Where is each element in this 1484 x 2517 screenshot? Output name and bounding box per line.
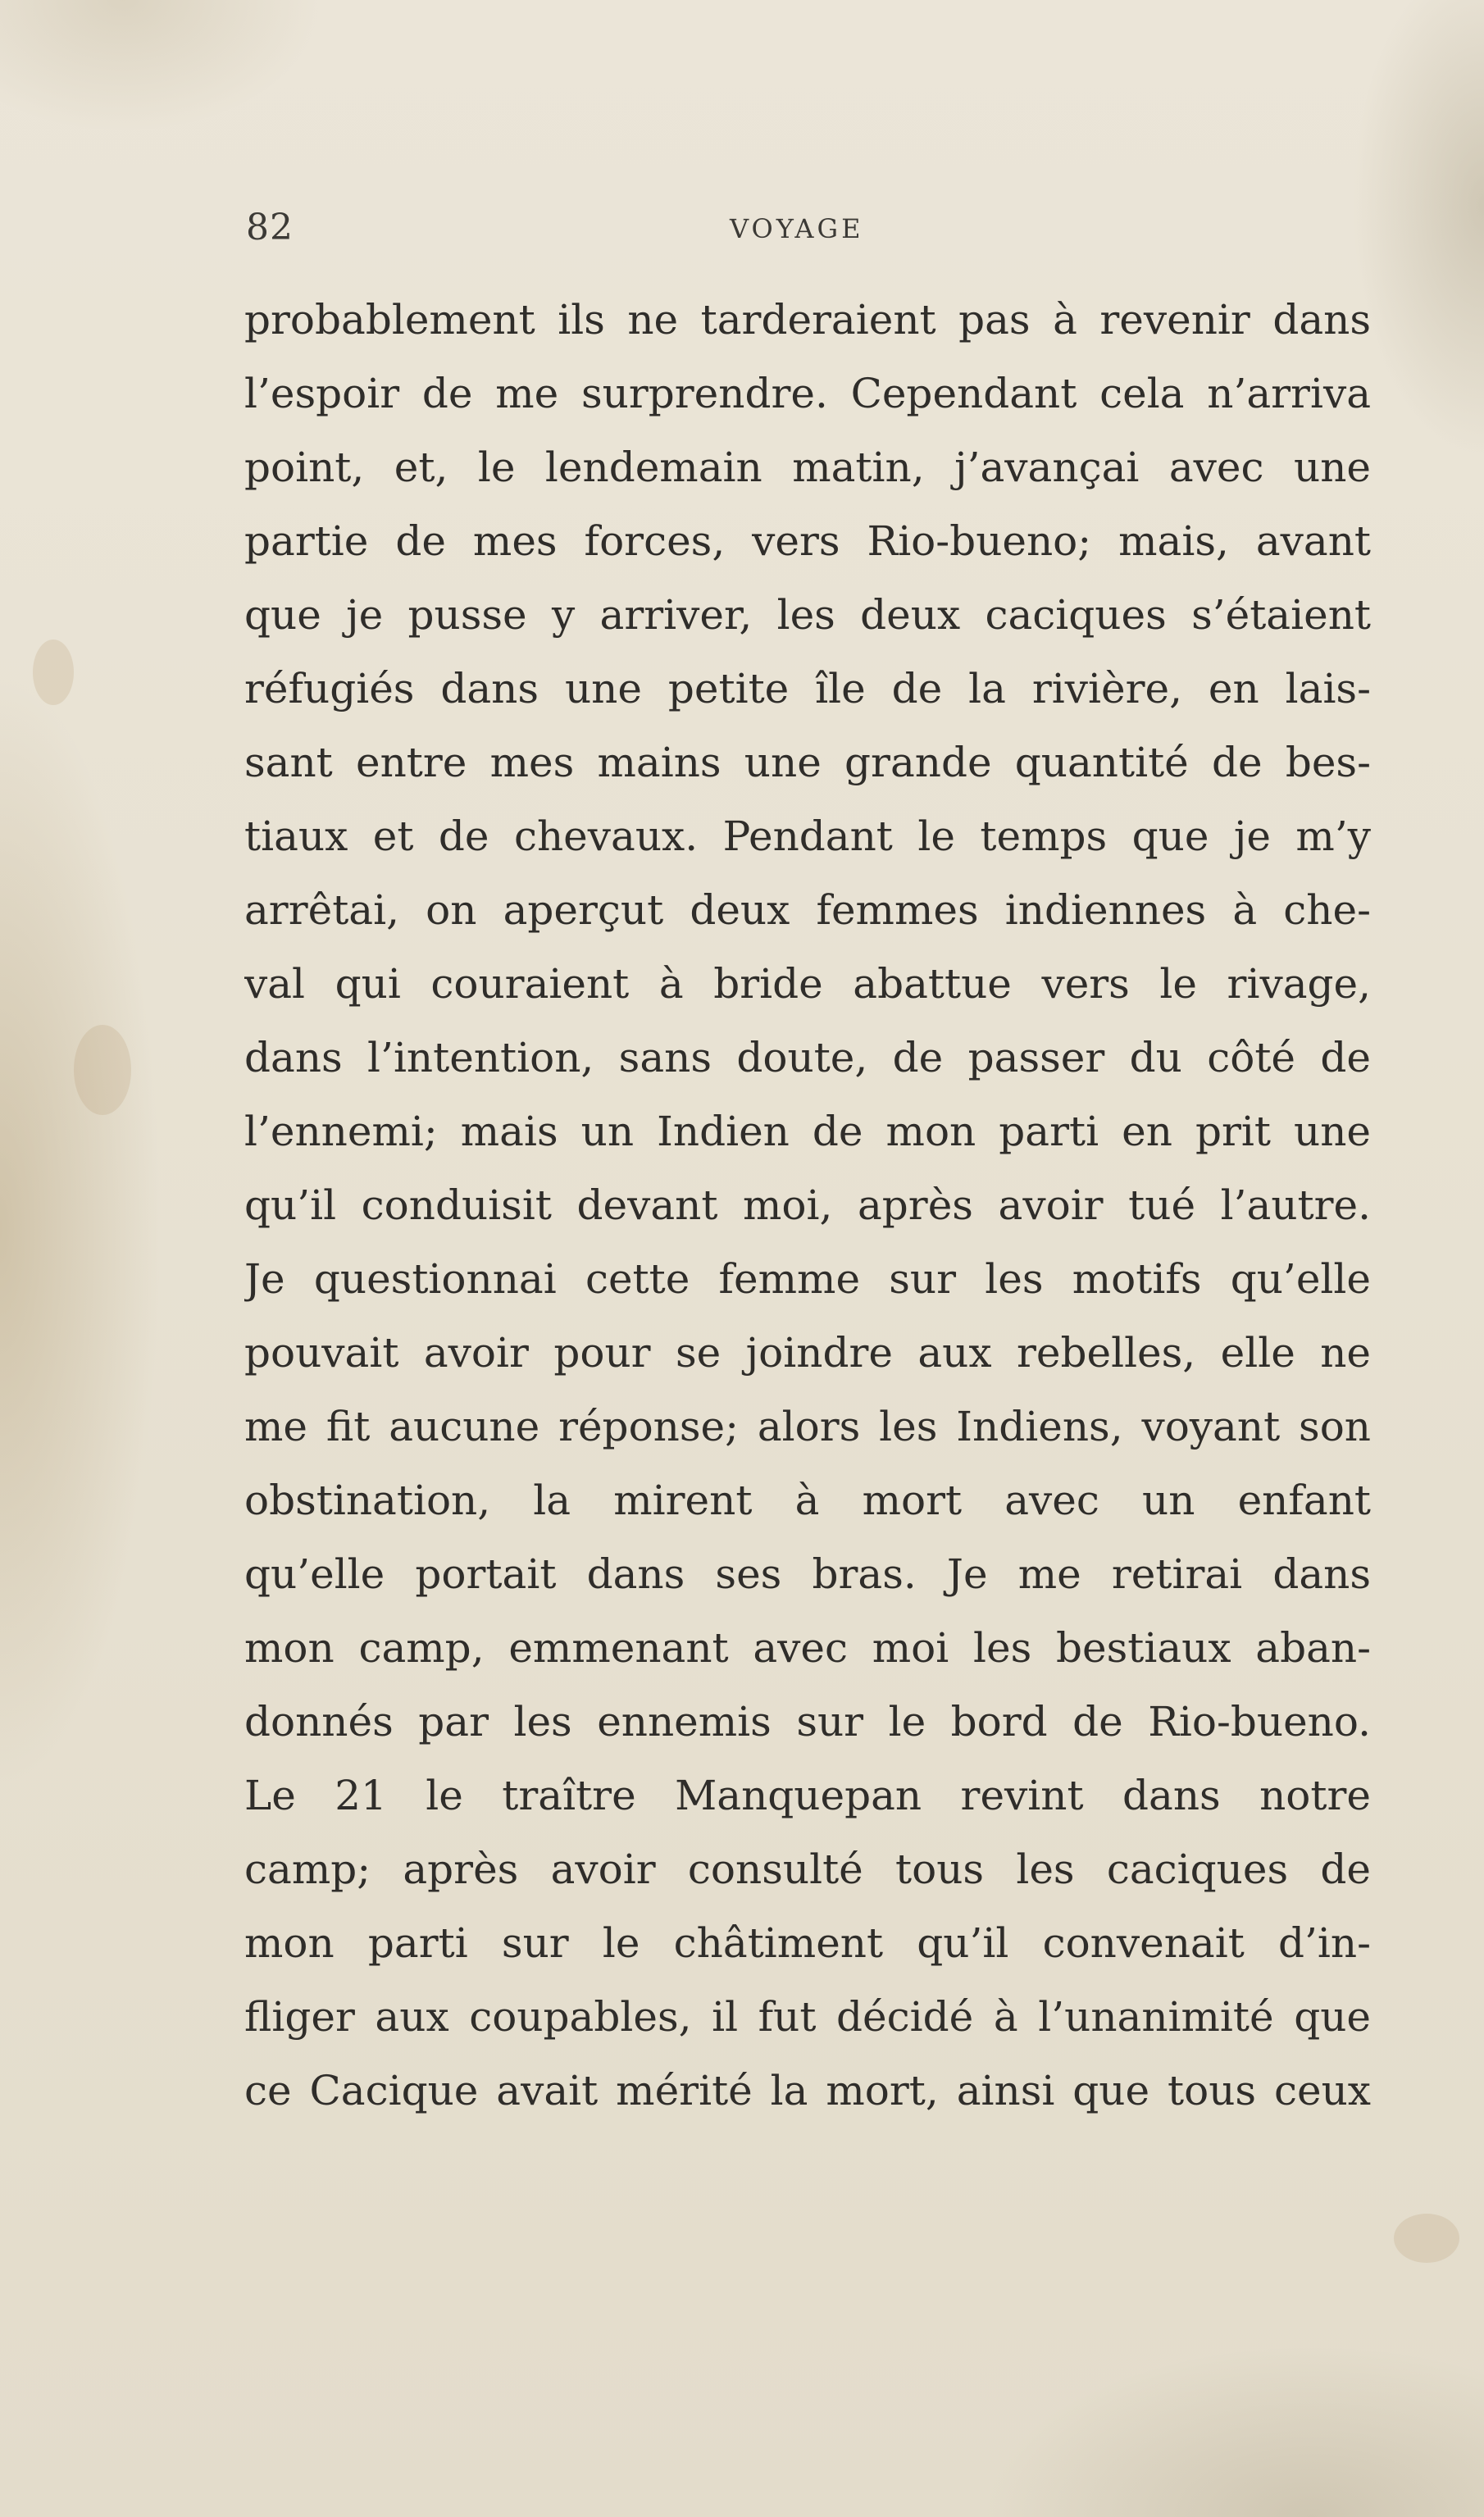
text-line: tiaux et de chevaux. Pendant le temps que je m’y [244,812,1371,860]
page-header [246,207,1371,264]
text-line: donnés par les ennemis sur le bord de Rio-bueno. [244,1698,1371,1746]
page-number: 82 [246,207,294,248]
text-line: Je questionnai cette femme sur les motifs qu’elle [244,1255,1371,1303]
text-line: l’espoir de me surprendre. Cependant cela n’arriva [244,370,1371,417]
text-line: que je pusse y arriver, les deux caciques s’étaient [244,591,1371,639]
text-line: l’ennemi; mais un Indien de mon parti en prit une [244,1108,1371,1155]
text-line: pouvait avoir pour se joindre aux rebelles, elle ne [244,1329,1371,1377]
body-text [244,283,1371,2128]
text-line: val qui couraient à bride abattue vers le rivage, [244,960,1371,1008]
text-line: dans l’intention, sans doute, de passer du côté de [244,1034,1371,1081]
text-line: mon parti sur le châtiment qu’il convenait d’in- [244,1919,1371,1967]
text-line: ce Cacique avait mérité la mort, ainsi que tous ceux [244,2067,1371,2114]
text-line: partie de mes forces, vers Rio-bueno; mais, avant [244,517,1371,565]
text-line: qu’il conduisit devant moi, après avoir tué l’autre. [244,1181,1371,1229]
text-line: camp; après avoir consulté tous les caciques de [244,1846,1371,1893]
text-line: fliger aux coupables, il fut décidé à l’unanimité que [244,1993,1371,2041]
text-line: réfugiés dans une petite île de la rivière, en lais- [244,665,1371,712]
text-line: point, et, le lendemain matin, j’avançai avec une [244,444,1371,491]
text-line: probablement ils ne tarderaient pas à revenir dans [244,296,1371,344]
text-line: obstination, la mirent à mort avec un enfant [244,1477,1371,1524]
text-line: mon camp, emmenant avec moi les bestiaux aban- [244,1624,1371,1672]
paper-stain [33,639,74,705]
text-line: sant entre mes mains une grande quantité de bes- [244,739,1371,786]
text-line: me fit aucune réponse; alors les Indiens, voyant son [244,1403,1371,1450]
text-line: arrêtai, on aperçut deux femmes indiennes à che- [244,886,1371,934]
running-head: VOYAGE [730,213,864,244]
paper-stain [74,1025,131,1115]
text-line: Le 21 le traître Manquepan revint dans notre [244,1772,1371,1819]
paper-stain [1394,2214,1459,2263]
text-line: qu’elle portait dans ses bras. Je me retirai dans [244,1550,1371,1598]
